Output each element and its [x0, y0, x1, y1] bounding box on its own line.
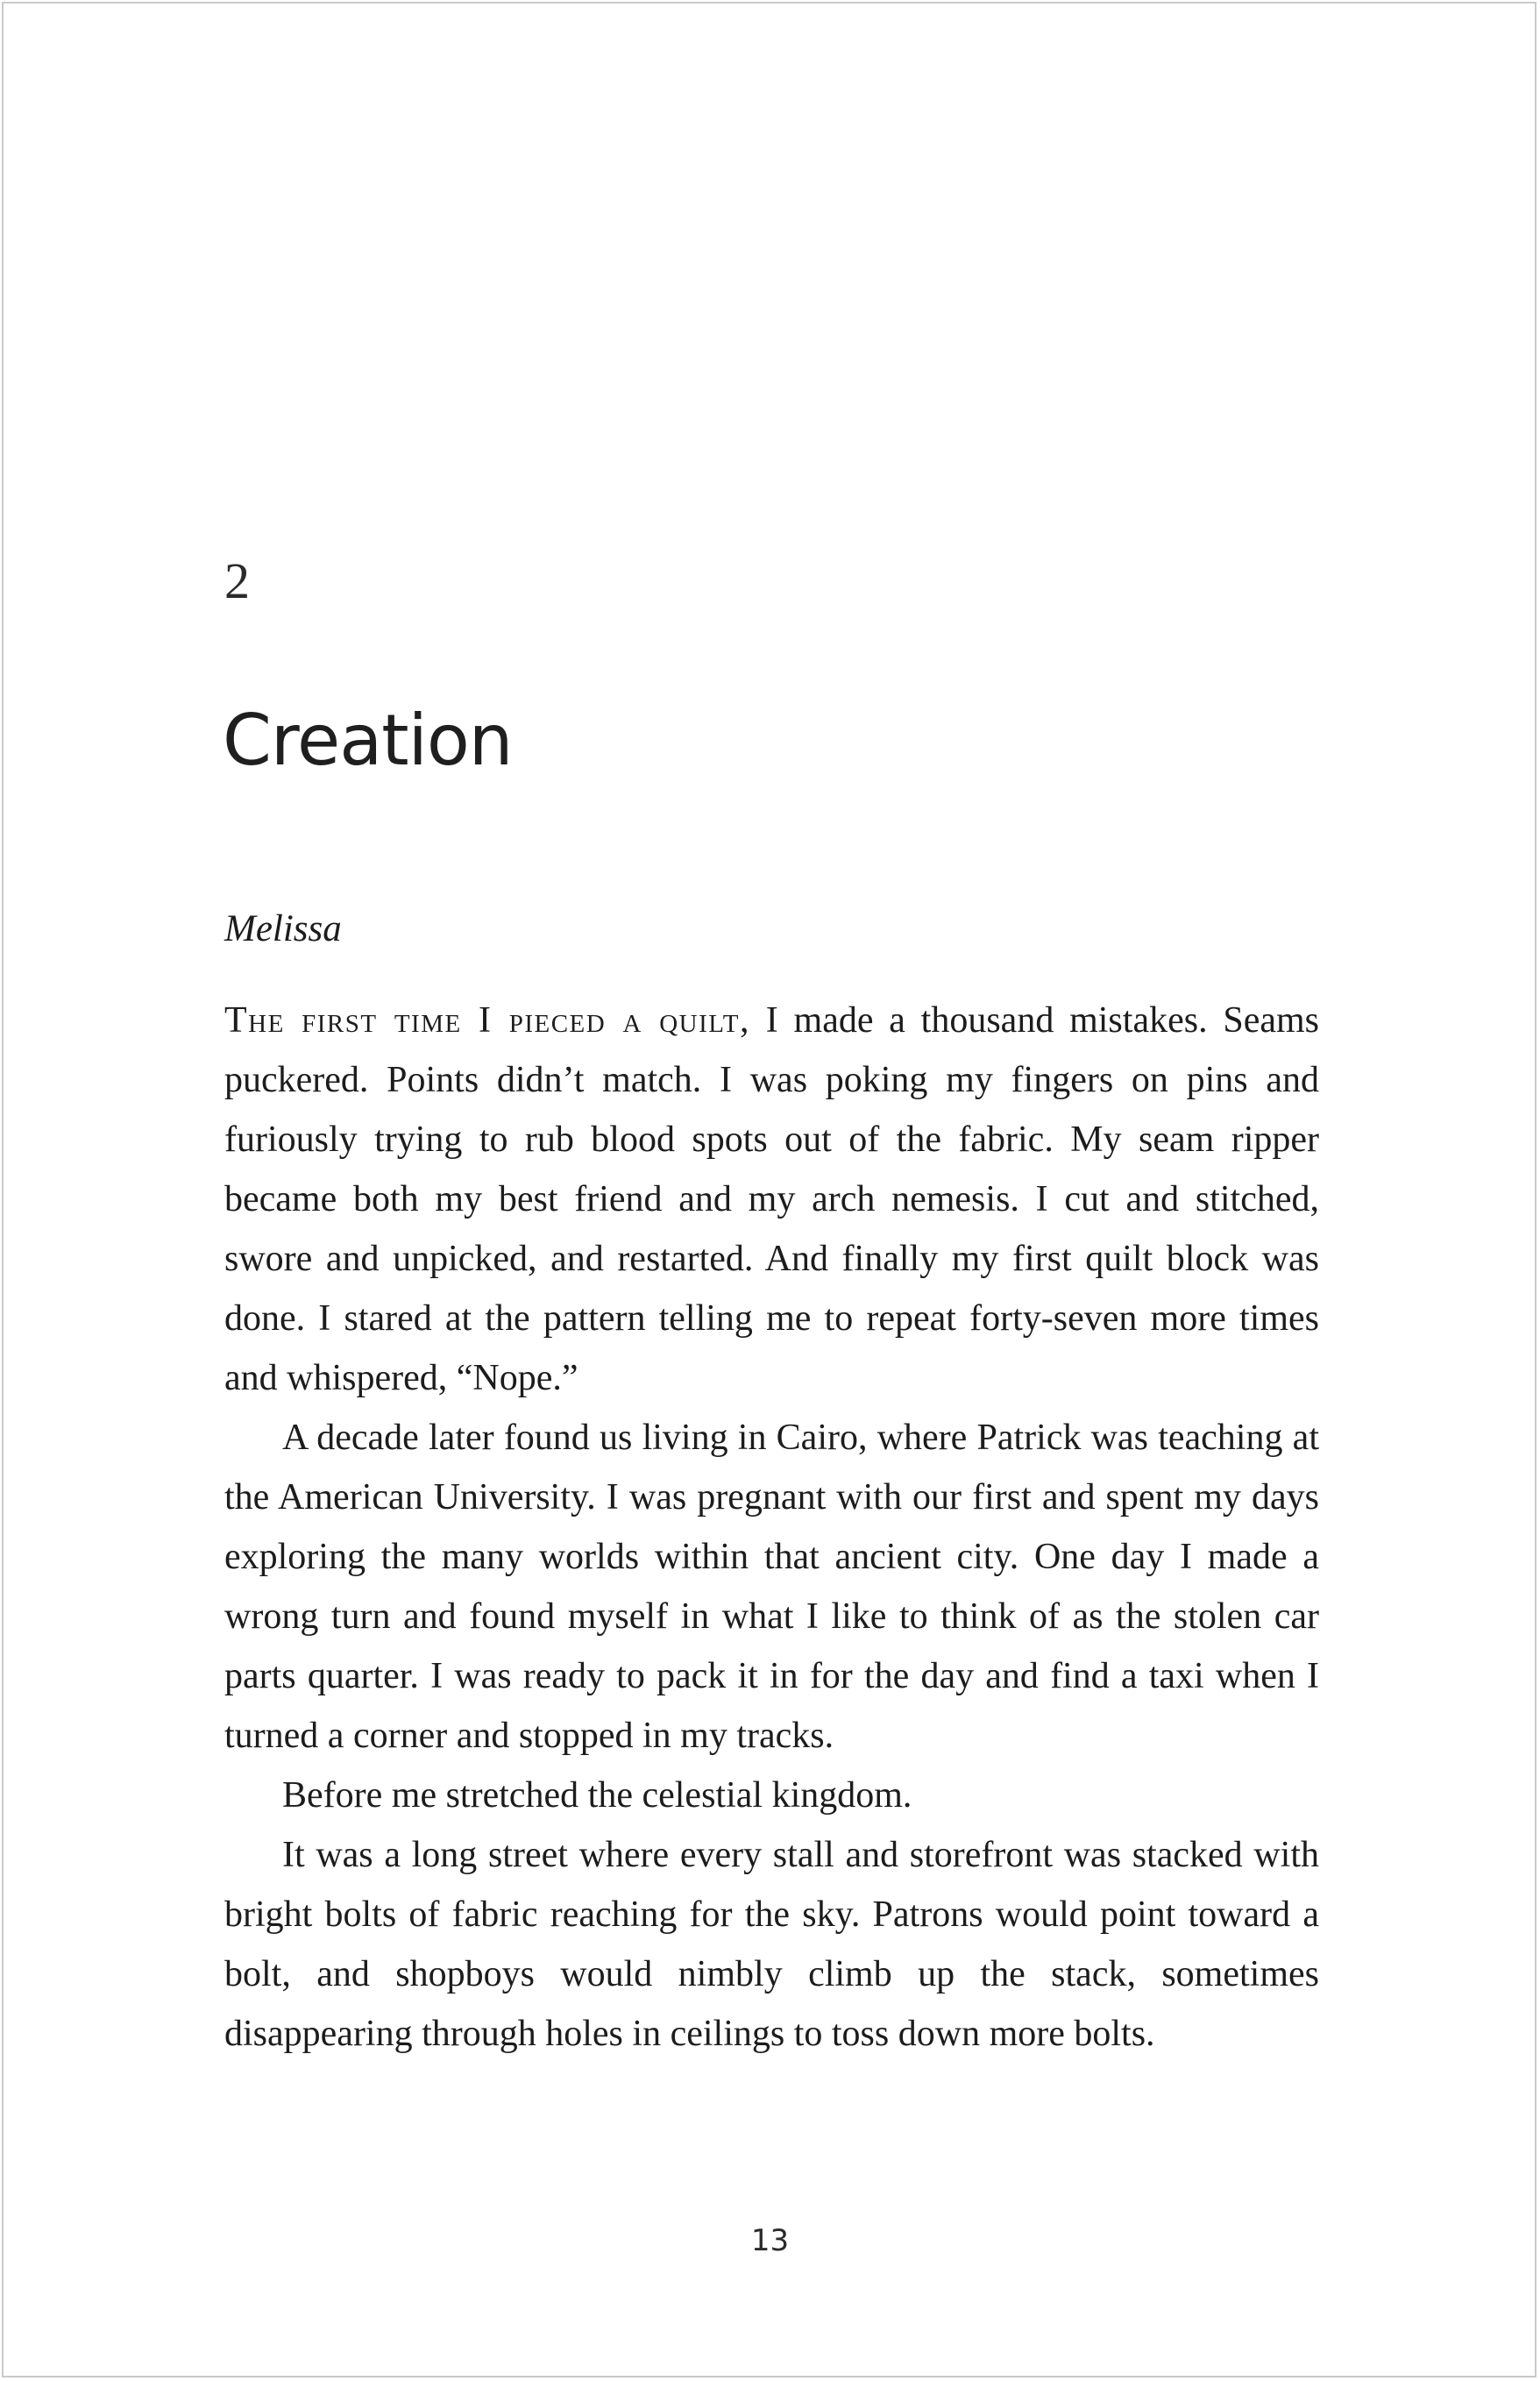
chapter-title: Creation [223, 700, 513, 781]
paragraph-1-text: I made a thousand mistakes. Seams puckered. Points didn’t match. I was poking my fingers on pins and furiously trying to rub blood spots out of the fabric. My seam ripper became both my best friend and my arch nemesis. I cut and stitched, swore and unpicked, and restarted. And finally my first quilt block was done. I stared at the pattern telling me to repeat forty-seven more times and whispered, “Nope.” [224, 1000, 1319, 1398]
chapter-number: 2 [224, 552, 250, 609]
opening-smallcaps: The first time I pieced a quilt, [224, 1000, 751, 1041]
body-text [224, 991, 1319, 2064]
paragraph-3: Before me stretched the celestial kingdom. [282, 1775, 912, 1816]
chapter-author: Melissa [224, 908, 342, 949]
page-number: 13 [750, 2223, 790, 2258]
paragraph-2: A decade later found us living in Cairo, where Patrick was teaching at the American University. I was pregnant with our first and spent my days exploring the many worlds within that ancient city. One day I made a wrong turn and found myself in what I like to think of as the stolen car parts quarter. I was ready to pack it in for the day and find a taxi when I turned a corner and stopped in my tracks. [224, 1418, 1319, 1756]
paragraph-4: It was a long street where every stall and storefront was stacked with bright bolts of fabric reaching for the sky. Patrons would point toward a bolt, and shopboys would nimbly climb up the stack, sometimes disappearing through holes in ceilings to toss down more bolts. [224, 1835, 1319, 2054]
paragraph-1 [224, 991, 1319, 1408]
